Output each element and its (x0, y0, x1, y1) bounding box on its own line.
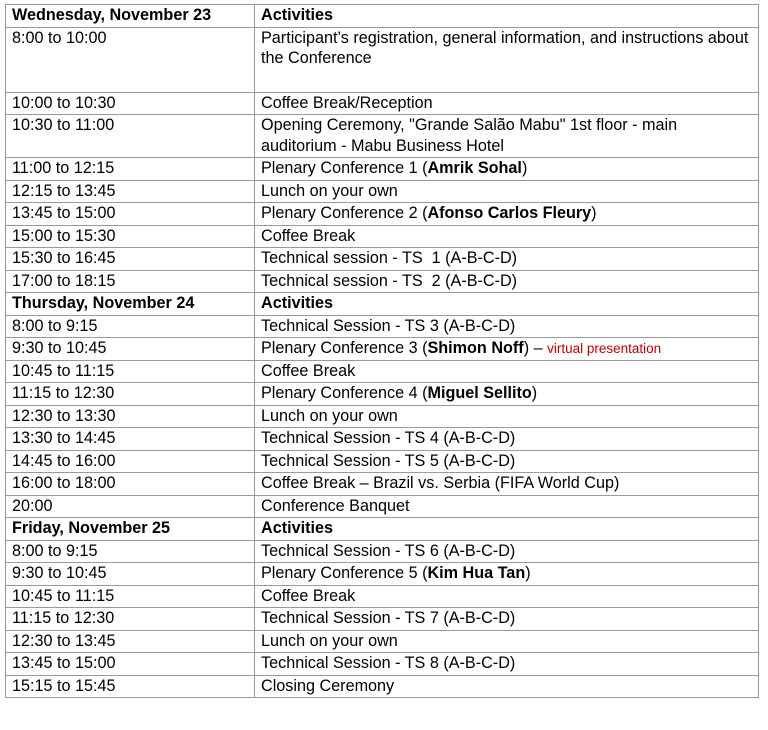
activity-cell: Technical Session - TS 5 (A-B-C-D) (255, 450, 759, 473)
schedule-body (6, 5, 759, 698)
table-row (6, 92, 759, 115)
table-row (6, 563, 759, 586)
table-row (6, 338, 759, 361)
activities-header: Activities (255, 5, 759, 28)
time-cell: 11:00 to 12:15 (6, 158, 255, 181)
activity-cell: Technical Session - TS 6 (A-B-C-D) (255, 540, 759, 563)
time-cell: 16:00 to 18:00 (6, 473, 255, 496)
time-cell: 10:45 to 11:15 (6, 360, 255, 383)
day-header: Wednesday, November 23 (6, 5, 255, 28)
schedule-table (5, 4, 759, 698)
activity-cell (255, 563, 759, 586)
activity-text: ) – (523, 339, 548, 357)
activities-header: Activities (255, 518, 759, 541)
time-cell: 11:15 to 12:30 (6, 383, 255, 406)
activity-text: Plenary Conference 2 ( (261, 204, 428, 222)
activity-text: ) (525, 564, 531, 582)
activity-cell: Participant’s registration, general information, and instructions about the Conference (255, 27, 759, 92)
table-row (6, 225, 759, 248)
activity-cell: Technical session - TS 1 (A-B-C-D) (255, 248, 759, 271)
table-row (6, 248, 759, 271)
table-row (6, 270, 759, 293)
activity-cell: Coffee Break (255, 225, 759, 248)
time-cell: 17:00 to 18:15 (6, 270, 255, 293)
table-row (6, 653, 759, 676)
activity-cell (255, 338, 759, 361)
table-row (6, 315, 759, 338)
day-header-row (6, 293, 759, 316)
activity-text: ) (531, 384, 538, 402)
time-cell: 8:00 to 9:15 (6, 315, 255, 338)
activity-cell: Technical session - TS 2 (A-B-C-D) (255, 270, 759, 293)
activity-cell: Opening Ceremony, "Grande Salão Mabu" 1st floor - main auditorium - Mabu Business Hotel (255, 115, 759, 158)
activity-cell (255, 383, 759, 406)
speaker-name: Amrik Sohal (427, 159, 522, 177)
speaker-name: Shimon Noff (427, 339, 524, 357)
activity-text: Plenary Conference 3 ( (261, 339, 428, 357)
table-row (6, 360, 759, 383)
time-cell: 20:00 (6, 495, 255, 518)
table-row (6, 27, 759, 92)
activity-cell: Technical Session - TS 8 (A-B-C-D) (255, 653, 759, 676)
day-header: Thursday, November 24 (6, 293, 255, 316)
table-row (6, 473, 759, 496)
activity-cell: Conference Banquet (255, 495, 759, 518)
activity-text: ) (521, 159, 528, 177)
time-cell: 15:30 to 16:45 (6, 248, 255, 271)
activity-cell: Coffee Break/Reception (255, 92, 759, 115)
activity-cell: Coffee Break (255, 585, 759, 608)
table-row (6, 428, 759, 451)
table-row (6, 158, 759, 181)
time-cell: 14:45 to 16:00 (6, 450, 255, 473)
time-cell: 10:45 to 11:15 (6, 585, 255, 608)
time-cell: 15:00 to 15:30 (6, 225, 255, 248)
time-cell: 10:30 to 11:00 (6, 115, 255, 158)
time-cell: 10:00 to 10:30 (6, 92, 255, 115)
table-row (6, 115, 759, 158)
table-row (6, 450, 759, 473)
activity-cell: Coffee Break – Brazil vs. Serbia (FIFA World Cup) (255, 473, 759, 496)
time-cell: 9:30 to 10:45 (6, 563, 255, 586)
time-cell: 12:15 to 13:45 (6, 180, 255, 203)
activity-cell: Technical Session - TS 3 (A-B-C-D) (255, 315, 759, 338)
activity-text: Plenary Conference 5 ( (261, 564, 428, 582)
activity-cell: Lunch on your own (255, 630, 759, 653)
activity-cell: Technical Session - TS 4 (A-B-C-D) (255, 428, 759, 451)
table-row (6, 585, 759, 608)
time-cell: 8:00 to 10:00 (6, 27, 255, 92)
time-cell: 13:45 to 15:00 (6, 653, 255, 676)
time-cell: 13:45 to 15:00 (6, 203, 255, 226)
activity-text: Plenary Conference 1 ( (261, 159, 428, 177)
time-cell: 9:30 to 10:45 (6, 338, 255, 361)
table-row (6, 405, 759, 428)
activity-cell: Lunch on your own (255, 405, 759, 428)
speaker-name: Miguel Sellito (427, 384, 532, 402)
time-cell: 12:30 to 13:30 (6, 405, 255, 428)
table-row (6, 495, 759, 518)
time-cell: 13:30 to 14:45 (6, 428, 255, 451)
table-row (6, 540, 759, 563)
activity-cell (255, 203, 759, 226)
table-row (6, 608, 759, 631)
time-cell: 12:30 to 13:45 (6, 630, 255, 653)
activity-cell: Closing Ceremony (255, 675, 759, 698)
day-header-row (6, 5, 759, 28)
table-row (6, 383, 759, 406)
day-header-row (6, 518, 759, 541)
table-row (6, 630, 759, 653)
table-row (6, 180, 759, 203)
activity-text: Plenary Conference 4 ( (261, 384, 428, 402)
activity-cell: Technical Session - TS 7 (A-B-C-D) (255, 608, 759, 631)
activity-cell: Coffee Break (255, 360, 759, 383)
table-row (6, 203, 759, 226)
time-cell: 15:15 to 15:45 (6, 675, 255, 698)
speaker-name: Afonso Carlos Fleury (427, 204, 592, 222)
table-row (6, 675, 759, 698)
activity-cell (255, 158, 759, 181)
activities-header: Activities (255, 293, 759, 316)
day-header: Friday, November 25 (6, 518, 255, 541)
activity-cell: Lunch on your own (255, 180, 759, 203)
activity-text: ) (591, 204, 597, 222)
speaker-name: Kim Hua Tan (427, 564, 526, 582)
time-cell: 11:15 to 12:30 (6, 608, 255, 631)
time-cell: 8:00 to 9:15 (6, 540, 255, 563)
virtual-presentation-note: virtual presentation (547, 341, 662, 356)
